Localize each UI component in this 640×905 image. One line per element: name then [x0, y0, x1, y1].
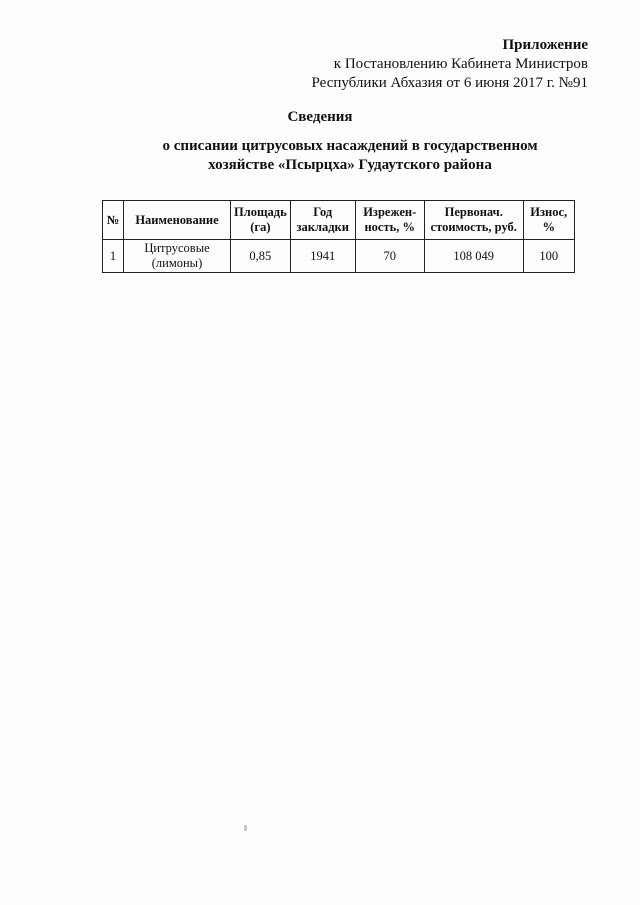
- appendix-title: Приложение: [502, 37, 588, 53]
- header-number: [103, 201, 124, 240]
- header-area-line-2: (га): [250, 220, 271, 234]
- header-year: [290, 201, 355, 240]
- cell-number: 1: [103, 240, 124, 273]
- header-wear-line-2: %: [542, 220, 555, 234]
- scan-speck: [244, 825, 247, 831]
- header-sparsity-line-1: Изрежен-: [363, 205, 417, 219]
- header-year-line-1: Год: [313, 205, 333, 219]
- header-area-line-1: Площадь: [234, 205, 287, 219]
- table-header-row: [103, 201, 575, 240]
- table-row: [103, 240, 575, 273]
- cell-name-line-2: (лимоны): [151, 256, 203, 270]
- header-wear: [523, 201, 574, 240]
- appendix-line-1: к Постановлению Кабинета Министров: [333, 56, 588, 72]
- header-cost: [424, 201, 523, 240]
- header-name-text: Наименование: [135, 212, 219, 227]
- subheading-line-2: хозяйстве «Псырцха» Гудаутского района: [208, 157, 492, 173]
- subheading-line-1: о списании цитрусовых насаждений в государственном: [162, 138, 538, 154]
- header-sparsity-line-2: ность, %: [364, 220, 415, 234]
- cell-wear: 100: [523, 240, 574, 273]
- header-sparsity: [355, 201, 424, 240]
- header-year-line-2: закладки: [296, 220, 349, 234]
- cell-sparsity: 70: [355, 240, 424, 273]
- cell-name: [124, 240, 231, 273]
- document-heading: Сведения: [287, 109, 353, 125]
- header-cost-line-2: стоимость, руб.: [430, 220, 517, 234]
- appendix-block: [312, 36, 588, 93]
- document-subheading: [0, 137, 640, 175]
- cell-cost: 108 049: [424, 240, 523, 273]
- header-cost-line-1: Первонач.: [444, 205, 503, 219]
- header-number-text: №: [106, 212, 120, 227]
- cell-area: 0,85: [231, 240, 291, 273]
- write-off-table: [102, 200, 575, 273]
- header-area: [231, 201, 291, 240]
- appendix-line-2: Республики Абхазия от 6 июня 2017 г. №91: [311, 75, 588, 91]
- cell-year: 1941: [290, 240, 355, 273]
- header-wear-line-1: Износ,: [530, 205, 568, 219]
- cell-name-line-1: Цитрусовые: [144, 241, 210, 255]
- header-name: [124, 201, 231, 240]
